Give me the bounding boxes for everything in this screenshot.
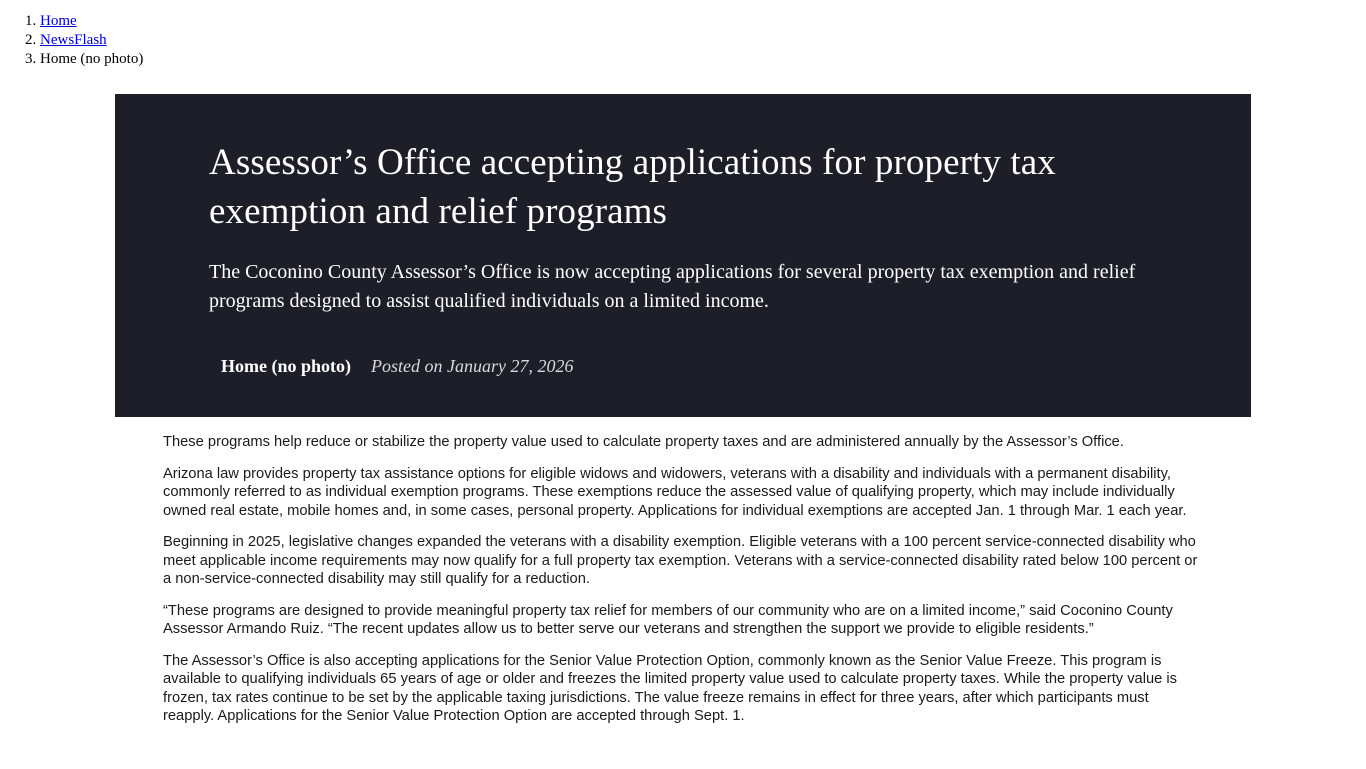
article-posted-date: Posted on January 27, 2026 <box>371 356 574 376</box>
breadcrumb-item-home[interactable] <box>40 12 1366 30</box>
article-hero <box>115 94 1251 417</box>
breadcrumb <box>0 0 1366 68</box>
breadcrumb-current-label: Home (no photo) <box>40 51 144 67</box>
page-title: Assessor’s Office accepting applications for property tax exemption and relief programs <box>209 142 1056 232</box>
article-paragraph: “These programs are designed to provide meaningful property tax relief for members of our community who are on a limited income,” said Coconino County Assessor Armando Ruiz. “The recent updates allow us to better serve our veterans and strengthen the support we provide to eligible residents.” <box>163 602 1173 637</box>
article-paragraph: The Assessor’s Office is also accepting applications for the Senior Value Protection Option, commonly known as the Senior Value Freeze. This program is available to qualifying individuals 65 years of age or older and freezes the limited property value used to calculate property taxes. While the property value is frozen, tax rates continue to be set by the applicable taxing jurisdictions. The value freeze remains in effect for three years, after which participants must reapply. Applications for the Senior Value Protection Option are accepted through Sept. 1. <box>163 652 1178 724</box>
breadcrumb-item-current <box>40 50 1366 68</box>
breadcrumb-item-newsflash[interactable] <box>40 31 1366 49</box>
article-subtitle: The Coconino County Assessor’s Office is now accepting applications for several property tax exemption and relief programs designed to assist qualified individuals on a limited income. <box>209 261 1136 312</box>
article-body <box>115 417 1251 769</box>
article-meta <box>209 356 1157 377</box>
article-paragraph: Arizona law provides property tax assistance options for eligible widows and widowers, veterans with a disability and individuals with a permanent disability, commonly referred to as individual exemption programs. These exemptions reduce the assessed value of qualifying property, which may include individually owned real estate, mobile homes and, in some cases, personal property. Applications for individual exemptions are accepted Jan. 1 through Mar. 1 each year. <box>163 465 1187 519</box>
breadcrumb-link-newsflash[interactable]: NewsFlash <box>40 32 107 48</box>
article-paragraph: These programs help reduce or stabilize the property value used to calculate property taxes and are administered annually by the Assessor’s Office. <box>163 434 1124 450</box>
article-category: Home (no photo) <box>221 356 351 376</box>
breadcrumb-link-home[interactable]: Home <box>40 13 77 29</box>
article-paragraph: Beginning in 2025, legislative changes expanded the veterans with a disability exemption. Eligible veterans with a 100 percent service-connected disability who meet applicable income requirements may now qualify for a full property tax exemption. Veterans with a service-connected disability rated below 100 percent or a non-service-connected disability may still qualify for a reduction. <box>163 534 1198 587</box>
